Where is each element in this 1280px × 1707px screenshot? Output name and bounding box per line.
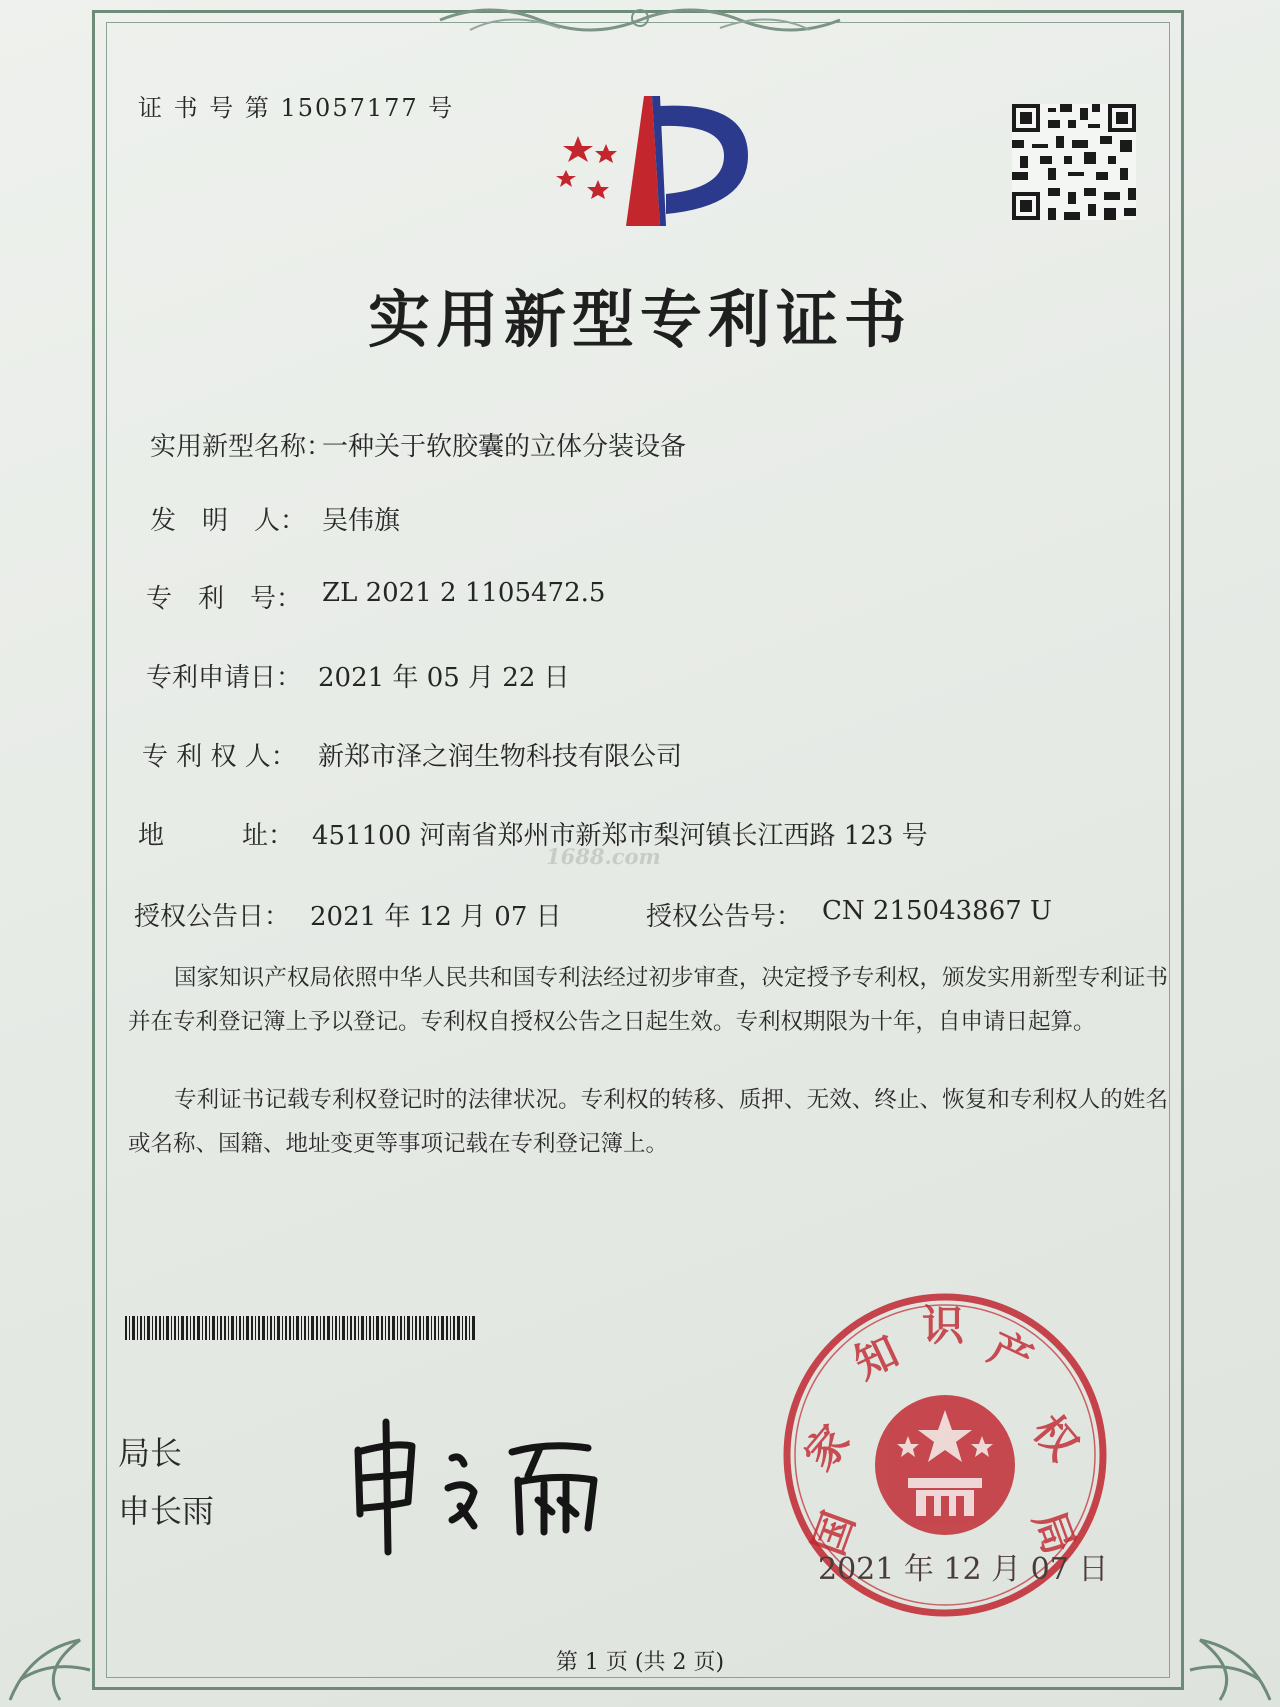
handwritten-signature bbox=[348, 1402, 668, 1562]
grant-number-label: 授权公告号： bbox=[646, 902, 803, 932]
seal-date: 2021 年 12 月 07 日 bbox=[818, 1552, 1109, 1587]
grant-date: 2021 年 12 月 07 日 bbox=[310, 902, 562, 932]
address: 451100 河南省郑州市新郑市梨河镇长江西路 123 号 bbox=[312, 821, 928, 851]
svg-text:权: 权 bbox=[1023, 1405, 1088, 1470]
page-indicator: 第 1 页 (共 2 页) bbox=[555, 1650, 725, 1675]
grant-number: CN 215043867 U bbox=[822, 896, 1052, 926]
utility-model-name-label: 实用新型名称： bbox=[150, 432, 333, 462]
inventor-label: 发 明 人： bbox=[150, 506, 307, 536]
svg-text:局: 局 bbox=[1023, 1504, 1085, 1561]
top-ornament bbox=[430, 0, 850, 40]
cnipa-logo bbox=[548, 96, 748, 230]
bottom-left-ornament bbox=[0, 1560, 110, 1707]
svg-text:知: 知 bbox=[846, 1326, 906, 1389]
bottom-right-ornament bbox=[1170, 1560, 1280, 1707]
patentee-label: 专 利 权 人： bbox=[142, 742, 297, 772]
filing-date: 2021 年 05 月 22 日 bbox=[318, 663, 570, 693]
watermark-text: 1688.com bbox=[546, 844, 661, 869]
grant-date-label: 授权公告日： bbox=[134, 902, 291, 932]
barcode bbox=[125, 1316, 477, 1340]
address-label: 地 址： bbox=[138, 821, 295, 851]
qr-code bbox=[1012, 104, 1136, 220]
svg-text:家: 家 bbox=[794, 1416, 860, 1480]
director-name: 申长雨 bbox=[118, 1492, 215, 1530]
svg-text:国: 国 bbox=[803, 1505, 865, 1562]
svg-text:产: 产 bbox=[981, 1322, 1041, 1385]
declaration-paragraph-1: 国家知识产权局依照中华人民共和国专利法经过初步审查，决定授予专利权，颁发实用新型专利证书并在专利登记簿上予以登记。专利权自授权公告之日起生效。专利权期限为十年，自申请日起算。 bbox=[128, 965, 1168, 1035]
certificate-title: 实用新型专利证书 bbox=[367, 283, 912, 356]
director-title: 局长 bbox=[118, 1434, 183, 1472]
utility-model-name: 一种关于软胶囊的立体分装设备 bbox=[322, 432, 687, 462]
svg-text:识: 识 bbox=[922, 1301, 965, 1350]
inventor: 吴伟旗 bbox=[322, 506, 401, 536]
patentee: 新郑市泽之润生物科技有限公司 bbox=[318, 742, 683, 772]
filing-date-label: 专利申请日： bbox=[146, 663, 303, 693]
patent-number-label: 专 利 号： bbox=[146, 584, 303, 614]
patent-number: ZL 2021 2 1105472.5 bbox=[322, 578, 606, 608]
certificate-number: 证 书 号 第 15057177 号 bbox=[138, 94, 455, 122]
declaration-paragraph-2: 专利证书记载专利权登记时的法律状况。专利权的转移、质押、无效、终止、恢复和专利权人的姓名或名称、国籍、地址变更等事项记载在专利登记簿上。 bbox=[128, 1087, 1168, 1157]
